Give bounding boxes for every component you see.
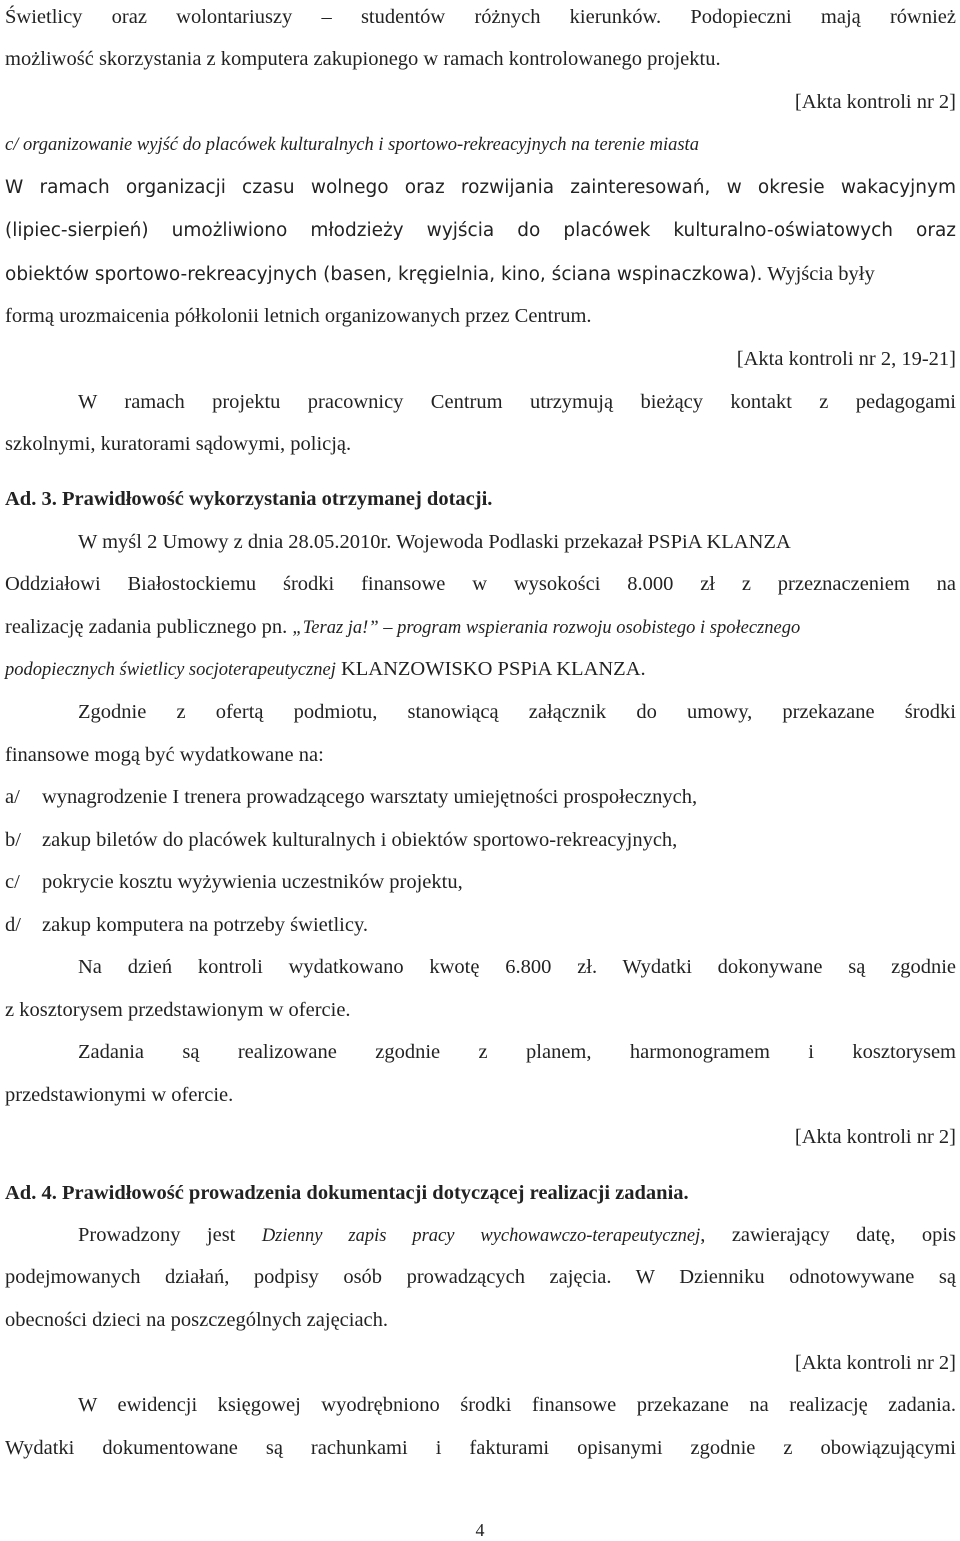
list-item xyxy=(5,869,956,895)
paragraph-segment: obiektów sportowo-rekreacyjnych (basen, kręgielnia, kino, ściana wspinaczkowa). xyxy=(5,264,763,285)
section-heading: Ad. 4. Prawidłowość prowadzenia dokumentacji dotyczącej realizacji zadania. xyxy=(5,1182,689,1204)
section-heading: Ad. 3. Prawidłowość wykorzystania otrzymanej dotacji. xyxy=(5,488,493,510)
program-title: podopiecznych świetlicy socjoterapeutycznej xyxy=(5,660,336,680)
paragraph-line: Oddziałowi Białostockiemu środki finansowe w wysokości 8.000 zł z przeznaczeniem na xyxy=(5,573,956,595)
paragraph-line: formą urozmaicenia półkolonii letnich organizowanych przez Centrum. xyxy=(5,305,592,327)
paragraph-segment: Prowadzony jest xyxy=(78,1224,262,1246)
paragraph-line: finansowe mogą być wydatkowane na: xyxy=(5,744,324,766)
paragraph-line: W ramach projektu pracownicy Centrum utrzymują bieżący kontakt z pedagogami xyxy=(78,391,956,413)
paragraph-line: przedstawionymi w ofercie. xyxy=(5,1084,234,1106)
paragraph-line: obecności dzieci na poszczególnych zajęciach. xyxy=(5,1309,389,1331)
list-item-text: zakup komputera na potrzeby świetlicy. xyxy=(42,914,368,936)
paragraph-line: (lipiec-sierpień) umożliwiono młodzieży wyjścia do placówek kulturalno-oświatowych oraz xyxy=(5,220,956,241)
paragraph-line: możliwość skorzystania z komputera zakupionego w ramach kontrolowanego projektu. xyxy=(5,48,721,70)
list-item-text: wynagrodzenie I trenera prowadzącego warsztaty umiejętności prospołecznych, xyxy=(42,786,698,808)
akta-reference: [Akta kontroli nr 2] xyxy=(794,91,956,113)
paragraph-line: Świetlicy oraz wolontariuszy – studentów różnych kierunków. Podopieczni mają również xyxy=(5,6,956,28)
list-marker: c/ xyxy=(5,871,20,893)
list-marker: a/ xyxy=(5,786,20,808)
paragraph-line: W ewidencji księgowej wyodrębniono środki finansowe przekazane na realizację zadania. xyxy=(78,1394,956,1416)
journal-title: Dzienny zapis pracy wychowawczo-terapeutycznej xyxy=(261,1226,701,1246)
paragraph-segment: realizację zadania publicznego pn. xyxy=(5,616,293,638)
paragraph-line: szkolnymi, kuratorami sądowymi, policją. xyxy=(5,433,352,455)
list-item-text: pokrycie kosztu wyżywienia uczestników projektu, xyxy=(42,871,463,893)
paragraph-line: W ramach organizacji czasu wolnego oraz rozwijania zainteresowań, w okresie wakacyjnym xyxy=(5,177,956,198)
paragraph-line: W myśl 2 Umowy z dnia 28.05.2010r. Wojewoda Podlaski przekazał PSPiA KLANZA xyxy=(78,531,791,553)
akta-reference: [Akta kontroli nr 2] xyxy=(794,1126,956,1148)
paragraph-segment: KLANZOWISKO PSPiA KLANZA. xyxy=(335,658,646,680)
list-item-text: zakup biletów do placówek kulturalnych i obiektów sportowo-rekreacyjnych, xyxy=(42,829,678,851)
list-item xyxy=(5,827,956,853)
paragraph-line xyxy=(5,1222,956,1249)
page-number: 4 xyxy=(475,1520,485,1540)
list-marker: b/ xyxy=(5,829,21,851)
list-item xyxy=(5,784,956,810)
program-title: „Teraz ja!” – program wspierania rozwoju osobistego i społecznego xyxy=(292,618,801,638)
paragraph-line: Na dzień kontroli wydatkowano kwotę 6.800 zł. Wydatki dokonywane są zgodnie xyxy=(78,956,956,978)
section-heading-italic: c/ organizowanie wyjść do placówek kulturalnych i sportowo-rekreacyjnych na terenie miasta xyxy=(5,135,699,155)
paragraph-line xyxy=(5,614,956,641)
paragraph-line xyxy=(5,656,956,683)
list-marker: d/ xyxy=(5,914,21,936)
paragraph-line xyxy=(5,261,956,288)
akta-reference: [Akta kontroli nr 2] xyxy=(794,1352,956,1374)
paragraph-line: z kosztorysem przedstawionym w ofercie. xyxy=(5,999,351,1021)
paragraph-line: Wydatki dokumentowane są rachunkami i fakturami opisanymi zgodnie z obowiązującymi xyxy=(5,1437,956,1459)
paragraph-line: podejmowanych działań, podpisy osób prowadzących zajęcia. W Dzienniku odnotowywane są xyxy=(5,1266,956,1288)
list-item xyxy=(5,912,956,938)
akta-reference: [Akta kontroli nr 2, 19-21] xyxy=(736,348,956,370)
paragraph-segment: Wyjścia były xyxy=(762,263,875,285)
paragraph-line: Zgodnie z ofertą podmiotu, stanowiącą załącznik do umowy, przekazane środki xyxy=(78,701,956,723)
paragraph-segment: , zawierający datę, opis xyxy=(700,1224,957,1246)
paragraph-line: Zadania są realizowane zgodnie z planem, harmonogramem i kosztorysem xyxy=(78,1041,956,1063)
